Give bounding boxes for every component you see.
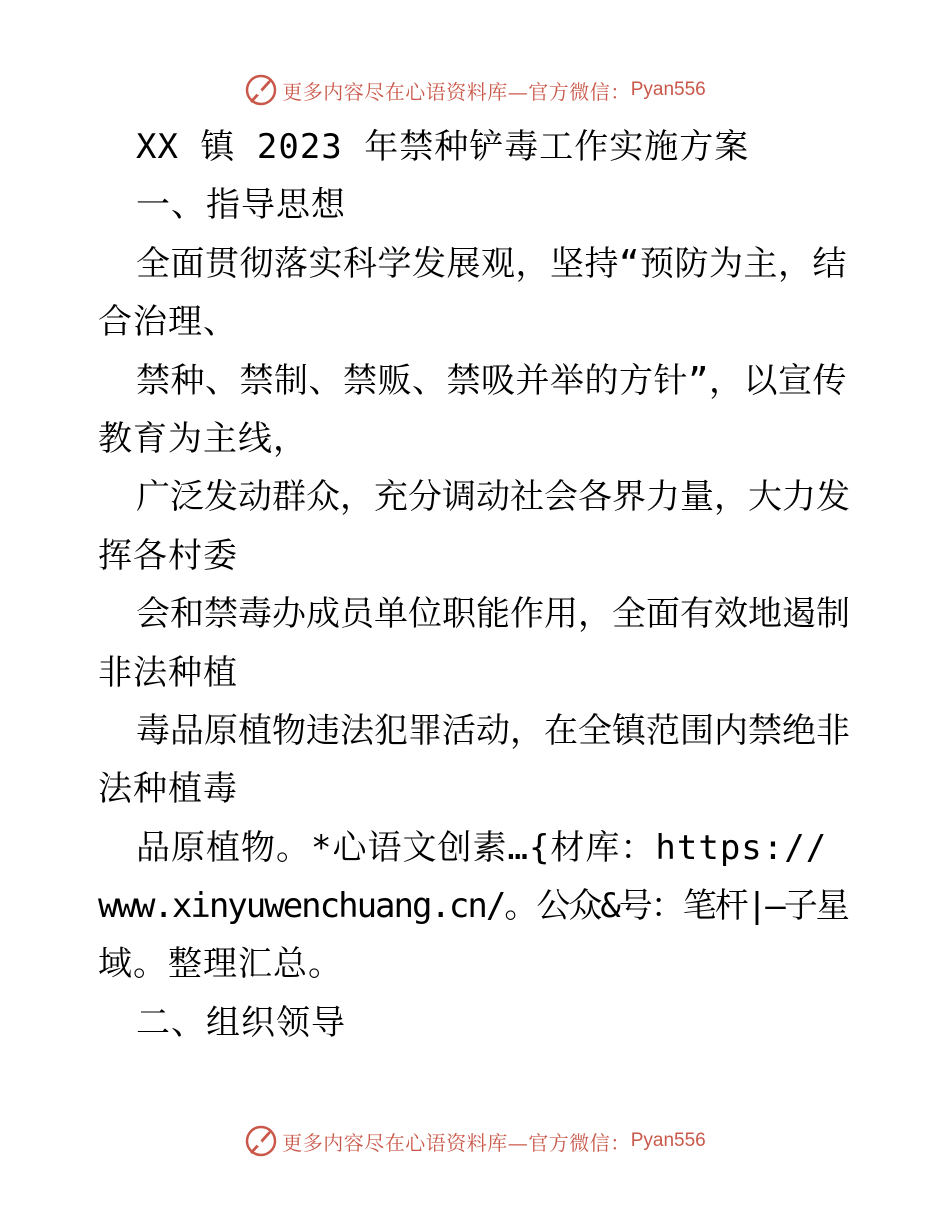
paragraph-line: 禁种、禁制、禁贩、禁吸并举的方针”，以宣传	[136, 360, 847, 401]
paragraph-line: 毒品原植物违法犯罪活动，在全镇范围内禁绝非	[136, 710, 850, 751]
watermark-wechat-id: Pyan556	[630, 79, 706, 100]
paragraph-line: 挥各村委	[98, 535, 238, 576]
watermark-text: 更多内容尽在心语资料库—官方微信：	[282, 79, 631, 104]
paragraph-line: 法种植毒	[98, 769, 238, 810]
paragraph-line: 合治理、	[98, 302, 238, 343]
quill-pen-logo-icon	[244, 1124, 278, 1158]
document-body	[98, 118, 854, 1052]
paragraph-line: 广泛发动群众，充分调动社会各界力量，大力发	[136, 477, 850, 518]
paragraph-line: 全面贯彻落实科学发展观，坚持“预防为主，结	[136, 243, 847, 284]
watermark-wechat-id: Pyan556	[630, 1130, 706, 1151]
quill-pen-logo-icon	[244, 73, 278, 107]
document-title: XX 镇 2023 年禁种铲毒工作实施方案	[136, 127, 750, 167]
paragraph-line: 会和禁毒办成员单位职能作用，全面有效地遏制	[136, 594, 850, 635]
paragraph-line: 品原植物。*心语文创素…{材库：https://	[136, 827, 828, 868]
paragraph-line: 域。整理汇总。	[98, 944, 343, 985]
watermark-footer	[0, 1121, 950, 1161]
watermark-text: 更多内容尽在心语资料库—官方微信：	[282, 1130, 631, 1155]
section-heading: 二、组织领导	[136, 1002, 346, 1043]
section-heading: 一、指导思想	[136, 185, 346, 226]
paragraph-line: 教育为主线，	[98, 418, 308, 459]
paragraph-line: www.xinyuwenchuang.cn/。公众&号：笔杆|—子星	[98, 886, 848, 927]
watermark-header	[0, 70, 950, 110]
paragraph-line: 非法种植	[98, 652, 238, 693]
